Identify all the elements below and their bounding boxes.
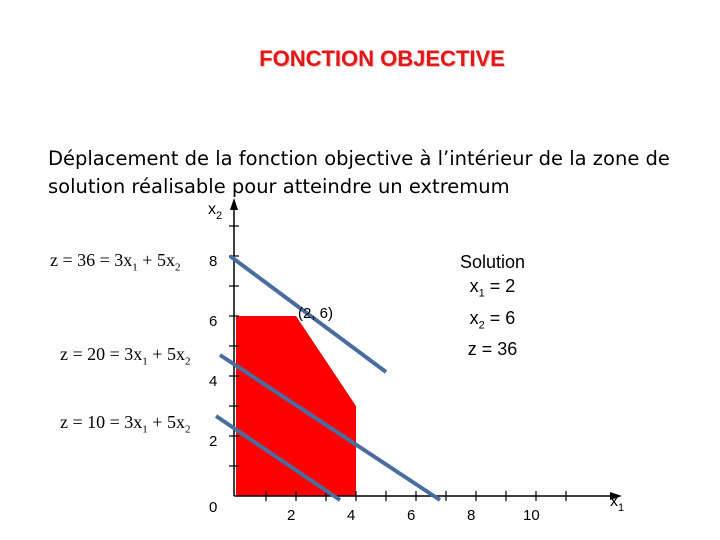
- x-tick-label: 10: [523, 507, 540, 524]
- y-tick-label: 4: [209, 373, 218, 390]
- equation-z36: $z = 36 = 3x_1 + 5x_2$: [50, 250, 181, 274]
- slide-subtitle: Déplacement de la fonction objective à l’intérieur de la zone de solution réalisable pour atteindre un extremum: [48, 147, 670, 198]
- solution-x2: $x_2 = 6$: [469, 307, 516, 332]
- y-tick-label: 6: [209, 313, 218, 330]
- equation-z20: $z = 20 = 3x_1 + 5x_2$: [60, 344, 191, 368]
- solution-x1: $x_1 = 2$: [469, 276, 516, 300]
- y-axis-label: $x_2$: [208, 201, 223, 222]
- slide-title: FONCTION OBJECTIVE: [259, 46, 505, 71]
- origin-label: 0: [209, 499, 218, 516]
- x-tick-label: 6: [407, 507, 416, 524]
- y-tick-label: 8: [209, 253, 218, 270]
- equation-z10: $z = 10 = 3x_1 + 5x_2$: [60, 412, 191, 436]
- x-tick-label: 8: [467, 507, 476, 524]
- y-tick-label: 2: [209, 433, 218, 450]
- solution-heading: Solution: [459, 252, 526, 272]
- solution-z: z = 36: [467, 339, 518, 360]
- optimal-point-label: (2, 6): [298, 305, 334, 322]
- solution-annotation: [440, 250, 545, 361]
- x-tick-label: 4: [347, 507, 356, 524]
- y-axis-arrow: [230, 198, 238, 210]
- x-tick-label: 2: [287, 507, 296, 524]
- x-axis-label: $x_1$: [610, 493, 625, 514]
